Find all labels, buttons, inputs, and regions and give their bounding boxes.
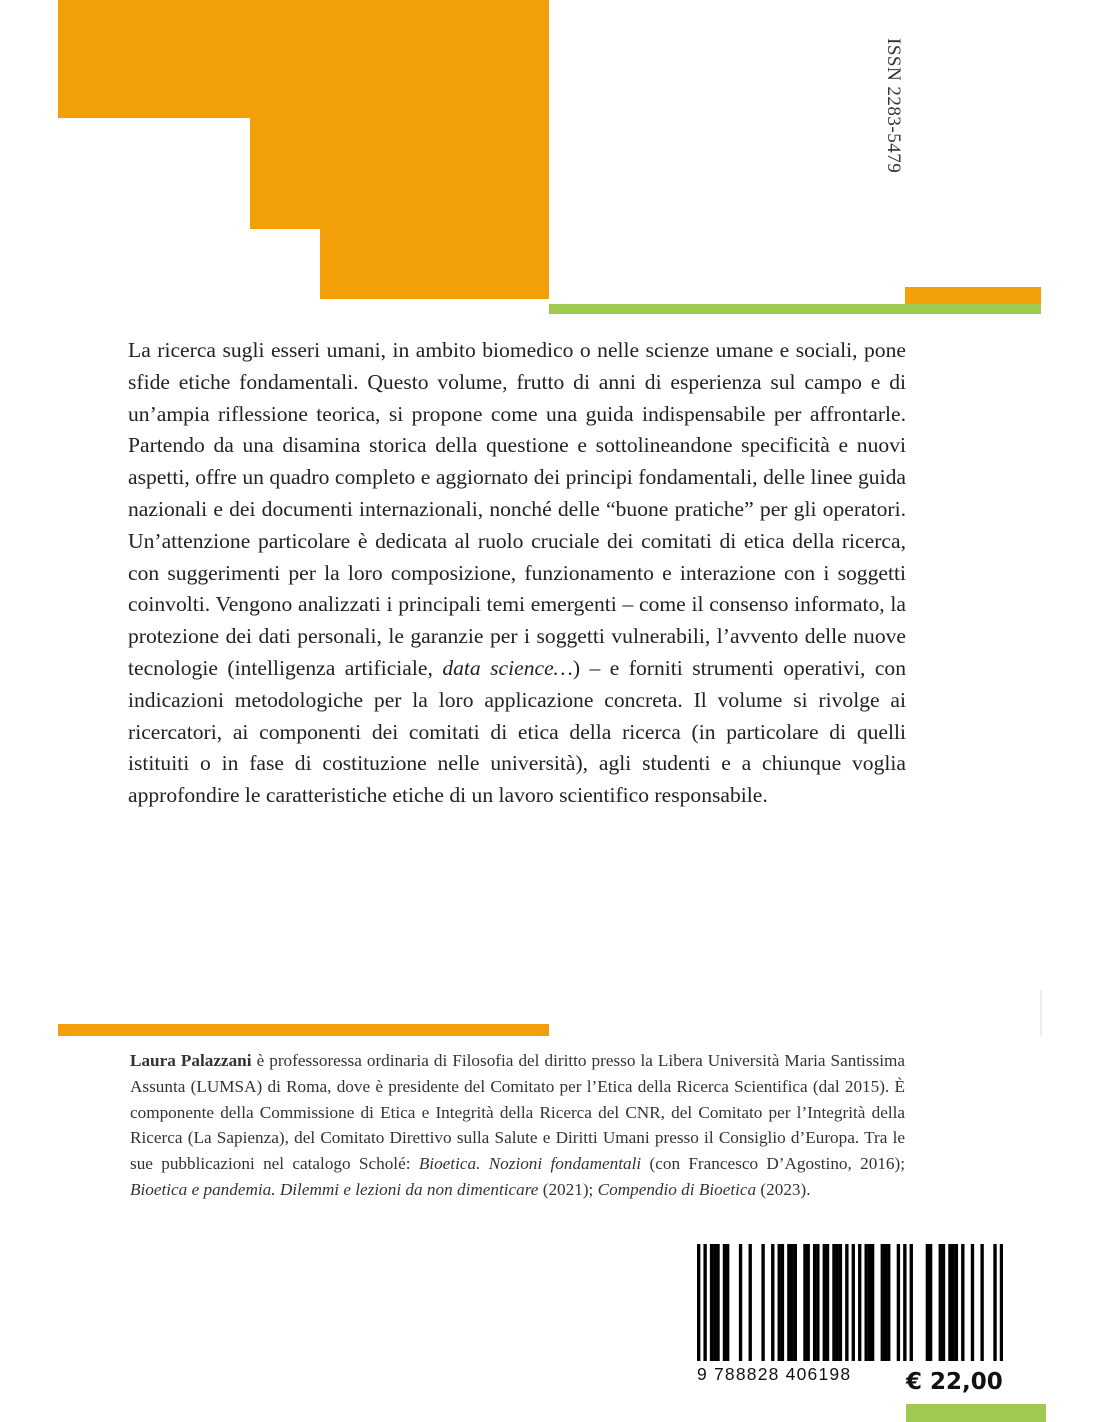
barcode-bar [716,1244,719,1361]
barcode-bar [858,1244,861,1361]
barcode-bar [951,1244,954,1361]
barcode-bar [771,1244,774,1361]
barcode-bar [778,1244,781,1361]
barcode-bar [816,1244,819,1361]
barcode-bar [807,1244,810,1361]
barcode-bar [761,1244,764,1361]
barcode-bar [887,1244,890,1361]
barcode-bar [961,1244,964,1361]
barcode-bar [749,1244,752,1361]
green-stripe [549,304,1041,314]
book-title-3: Compendio di Bioetica [597,1179,757,1199]
barcode-bar [739,1244,742,1361]
author-bio-text-4: (2023). [756,1179,811,1199]
orange-tab-right [905,287,1041,304]
barcode-bar [939,1244,942,1361]
barcode-bar [971,1244,974,1361]
barcode-bar [955,1244,958,1361]
barcode-bar [787,1244,790,1361]
edge-mark [1040,990,1042,1036]
barcode-bar [845,1244,848,1361]
barcode-bar [871,1244,874,1361]
author-bio [130,1048,905,1203]
barcode-bar [813,1244,816,1361]
barcode-bar [864,1244,867,1361]
barcode-bar [926,1244,929,1361]
barcode-bar [723,1244,726,1361]
barcode-bar [948,1244,951,1361]
barcode-bar [803,1244,806,1361]
barcode-bar [710,1244,713,1361]
author-bio-text-1: è professoressa ordinaria di Filosofia del diritto presso la Libera Università Maria Santissima Assunta (LUMSA) di Roma, dove è presidente del Comitato per l’Etica della Ricerca Scientifica (dal 2015). È componente della Commissione di Etica e Integrità della Ricerca del CNR, del Comitato per l’Integrità della Ricerca (La Sapienza), del Comitato Direttivo sulla Salute e Diritti Umani presso il Consiglio d’Europa. Tra le sue pubblicazioni nel catalogo Scholé: [130,1051,905,1174]
barcode-bar [942,1244,945,1361]
blurb-text-part2: ) – e forniti strumenti operativi, con indicazioni metodologiche per la loro applicazione concreta. Il volume si rivolge ai ricercatori, ai componenti dei comitati di etica della ricerca (in particolare di quelli istituiti o in fase di costituzione nelle università), agli studenti e a chiunque voglia approfondire le caratteristiche etiche di un lavoro scientifico responsabile. [128,655,906,808]
barcode-bar [903,1244,906,1361]
barcode-bar [794,1244,797,1361]
barcode-bar [929,1244,932,1361]
barcode-bar [910,1244,913,1361]
barcode-bar [697,1244,700,1361]
author-bio-text-2: (con Francesco D’Agostino, 2016); [641,1154,906,1174]
book-title-1: Bioetica. Nozioni fondamentali [418,1154,642,1174]
orange-block-middle [250,118,549,229]
barcode-bar [832,1244,835,1361]
back-cover-blurb [128,335,906,812]
barcode-bar [1000,1244,1003,1361]
barcode-bar [713,1244,716,1361]
barcode-bar [881,1244,884,1361]
barcode-bar [781,1244,784,1361]
barcode-bar [790,1244,793,1361]
orange-block-lower [320,229,549,299]
orange-stripe-author [58,1024,549,1036]
barcode-bar [868,1244,871,1361]
author-name: Laura Palazzani [130,1051,252,1070]
barcode-bar [823,1244,826,1361]
barcode-bar [980,1244,983,1361]
barcode-bar [826,1244,829,1361]
barcode-bar [703,1244,706,1361]
barcode-bar [897,1244,900,1361]
book-title-2: Bioetica e pandemia. Dilemmi e lezioni da non dimenticare [130,1179,539,1199]
orange-block-top [58,0,549,118]
barcode-bar [726,1244,729,1361]
barcode-bar [993,1244,996,1361]
barcode-digits: 9 788828 406198 [697,1364,852,1384]
barcode-bar [839,1244,842,1361]
issn-label: ISSN 2283-5479 [883,38,904,174]
green-stripe-bottom [906,1404,1046,1422]
blurb-text-part1: La ricerca sugli esseri umani, in ambito biomedico o nelle scienze umane e sociali, pone sfide etiche fondamentali. Questo volume, frutto di anni di esperienza sul campo e di un’ampia riflessione teorica, si propone come una guida indispensabile per affrontarle. Partendo da una disamina storica della questione e sottolineandone specificità e nuovi aspetti, offre un quadro completo e aggiornato dei principi fondamentali, delle linee guida nazionali e dei documenti internazionali, nonché delle “buone pratiche” per gli operatori. Un’attenzione particolare è dedicata al ruolo cruciale dei comitati di etica della ricerca, con suggerimenti per la loro composizione, funzionamento e interazione con i soggetti coinvolti. Vengono analizzati i principali temi emergenti – come il consenso informato, la protezione dei dati personali, le garanzie per i soggetti vulnerabili, l’avvento delle nuove tecnologie (intelligenza artificiale, [128,338,906,680]
barcode-bar [836,1244,839,1361]
price-label: € 22,00 [906,1369,1003,1395]
barcode-image [697,1244,1003,1361]
barcode-bar [884,1244,887,1361]
barcode-bar [852,1244,855,1361]
blurb-italic-term: data science… [442,655,573,680]
author-bio-text-3: (2021); [538,1179,598,1199]
